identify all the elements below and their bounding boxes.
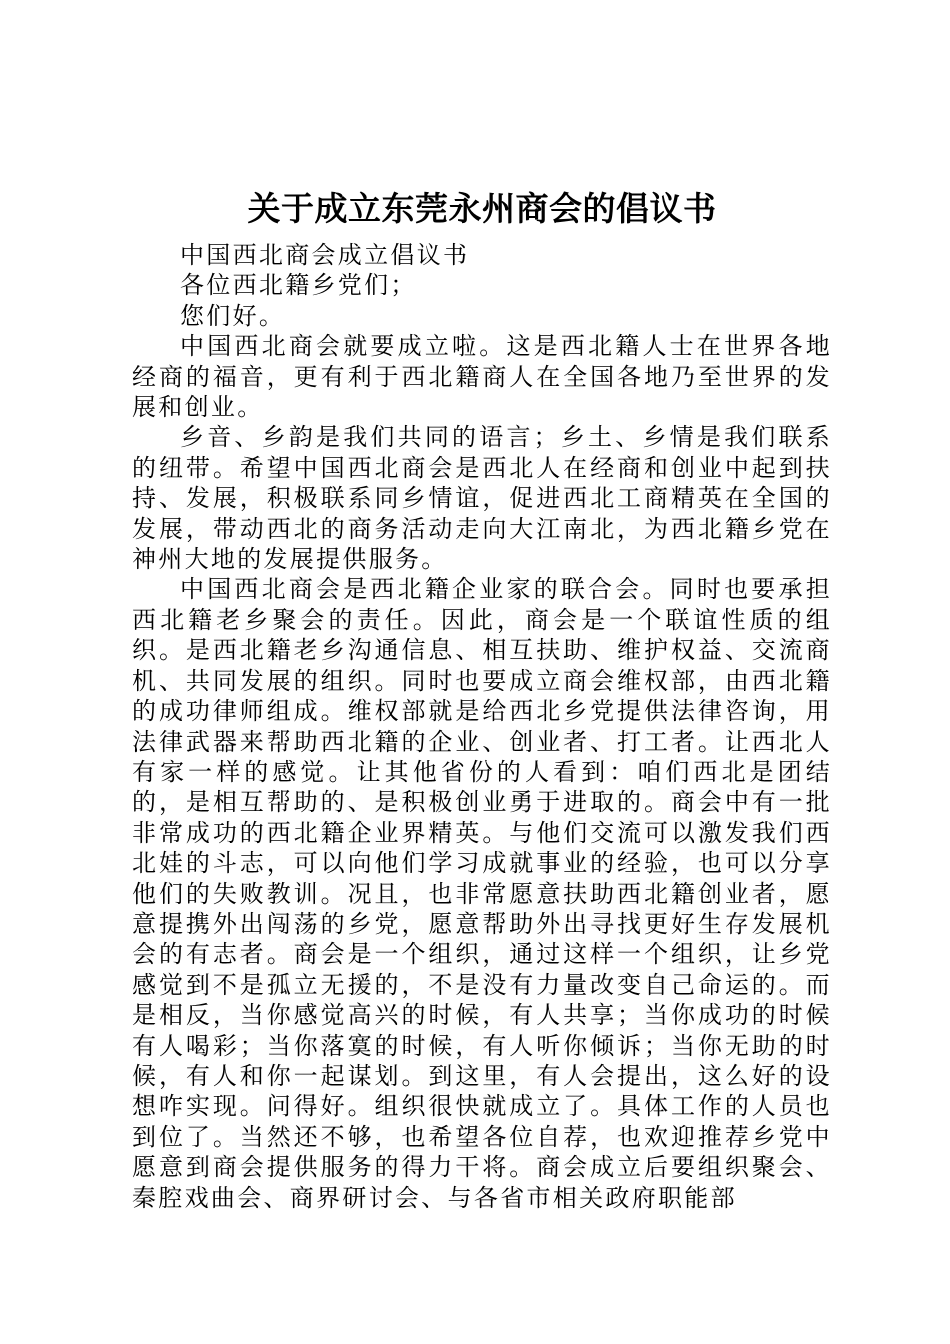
document-title: 关于成立东莞永州商会的倡议书 [247,189,717,228]
body-paragraph: 中国西北商会是西北籍企业家的联合会。同时也要承担西北籍老乡聚会的责任。因此，商会是一个联谊性质的组织。是西北籍老乡沟通信息、相互扶助、维护权益、交流商机、共同发展的组织。同时也要成立商会维权部，由西北籍的成功律师组成。维权部就是给西北乡党提供法律咨询，用法律武器来帮助西北籍的企业、创业者、打工者。让西北人有家一样的感觉。让其他省份的人看到：咱们西北是团结的，是相互帮助的、是积极创业勇于进取的。商会中有一批非常成功的西北籍企业界精英。与他们交流可以激发我们西北娃的斗志，可以向他们学习成就事业的经验，也可以分享他们的失败教训。况且，也非常愿意扶助西北籍创业者，愿意提携外出闯荡的乡党，愿意帮助外出寻找更好生存发展机会的有志者。商会是一个组织，通过这样一个组织，让乡党感觉到不是孤立无援的，不是没有力量改变自己命运的。而是相反，当你感觉高兴的时候，有人共享；当你成功的时候有人喝彩；当你落寞的时候，有人听你倾诉；当你无助的时候，有人和你一起谋划。到这里，有人会提出，这么好的设想咋实现。问得好。组织很快就成立了。具体工作的人员也到位了。当然还不够，也希望各位自荐，也欢迎推荐乡党中愿意到商会提供服务的得力干将。商会成立后要组织聚会、秦腔戏曲会、商界研讨会、与各省市相关政府职能部 [132,575,832,1212]
salutation-greeting: 您们好。 [180,301,286,330]
body-paragraph: 乡音、乡韵是我们共同的语言；乡土、乡情是我们联系的纽带。希望中国西北商会是西北人在经商和创业中起到扶持、发展，积极联系同乡情谊，促进西北工商精英在全国的发展，带动西北的商务活动走向大江南北，为西北籍乡党在神州大地的发展提供服务。 [132,423,832,574]
document-page [132,186,832,1213]
salutation-addressee: 各位西北籍乡党们； [180,271,417,300]
salutation-heading: 中国西北商会成立倡议书 [180,241,470,269]
body-paragraph: 中国西北商会就要成立啦。这是西北籍人士在世界各地经商的福音，更有利于西北籍商人在全国各地乃至世界的发展和创业。 [132,332,832,422]
